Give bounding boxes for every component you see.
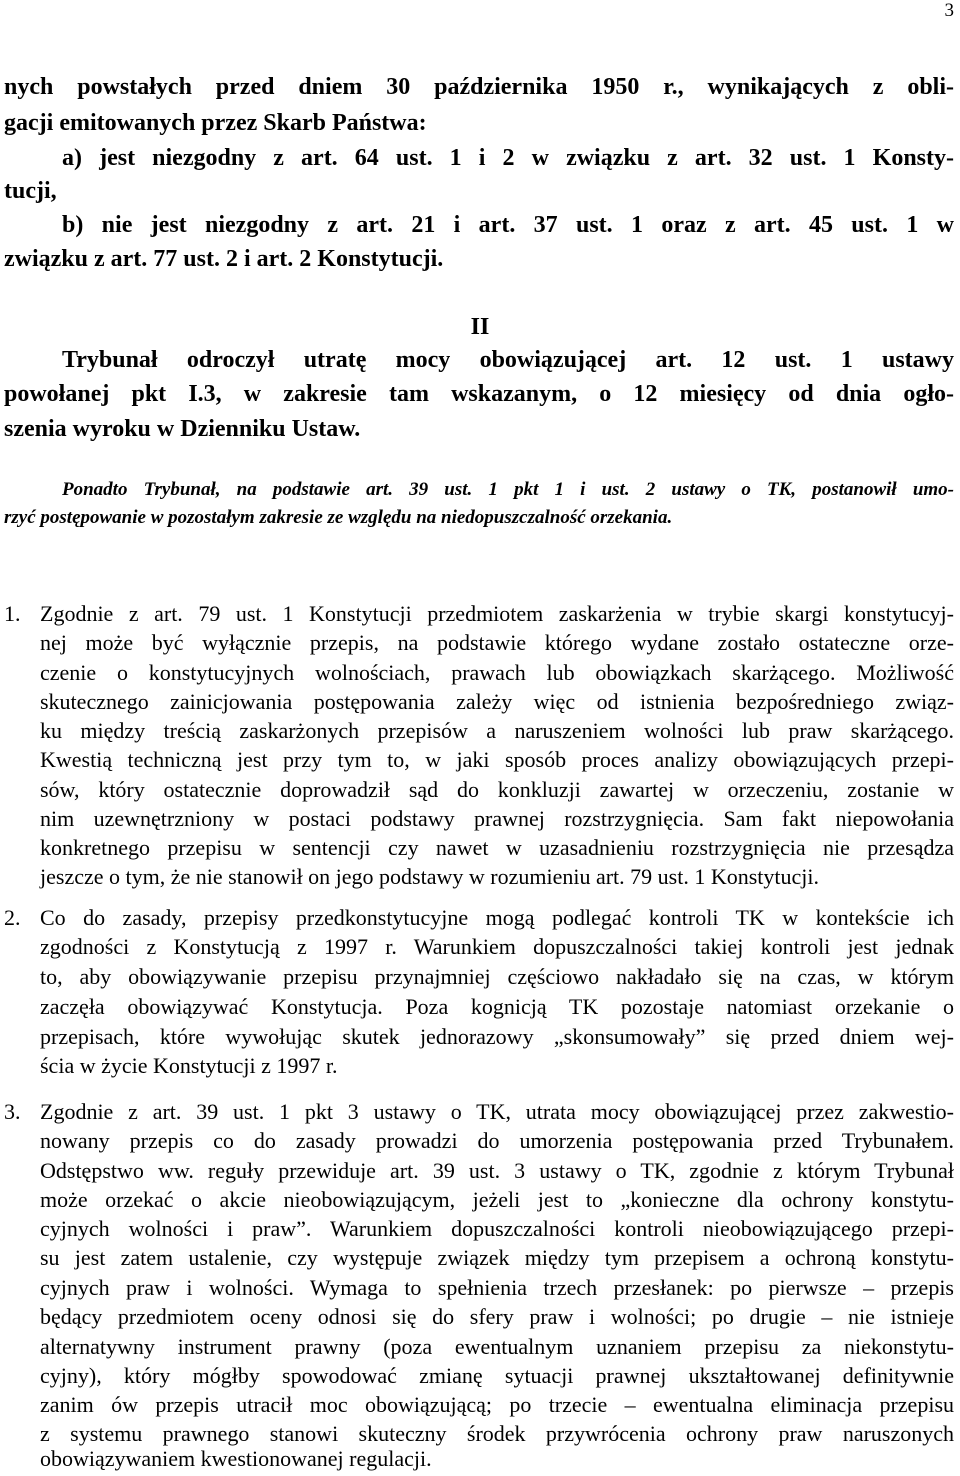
point-2-line-2: zgodności z Konstytucją z 1997 r. Warunkiem dopuszczalności takiej kontroli jest jednak xyxy=(40,934,954,959)
point-3-line-5: cyjnych wolności i praw”. Warunkiem dopuszczalności kontroli nieobowiązującego przepi- xyxy=(40,1216,954,1241)
top-line-2: gacji emitowanych przez Skarb Państwa: xyxy=(4,110,427,136)
point-1-line-7: sów, który ostatecznie doprowadził sąd do konkluzji zawartej w orzeczeniu, zostanie w xyxy=(40,777,954,802)
point-1-line-5: ku między treścią zaskarżonych przepisów a naruszeniem wolności lub praw skarżącego. xyxy=(40,718,954,743)
point-2-line-4: zaczęła obowiązywać Konstytucja. Poza kognicją TK pozostaje natomiast orzekanie o xyxy=(40,994,954,1019)
point-1-line-6: Kwestią techniczną jest przy tym to, w jaki sposób proces analizy obowiązujących przepi- xyxy=(40,747,954,772)
point-1-line-1: Zgodnie z art. 79 ust. 1 Konstytucji przedmiotem zaskarżenia w trybie skargi konstytucyj- xyxy=(40,601,954,626)
point-1-line-2: nej może być wyłącznie przepis, na podstawie którego wydane zostało ostateczne orze- xyxy=(40,630,954,655)
point-3-line-8: będący przedmiotem oceny odnosi się do sfery praw i wolności; po drugie – nie istnieje xyxy=(40,1304,954,1329)
point-2-line-1: Co do zasady, przepisy przedkonstytucyjne mogą podlegać kontroli TK w kontekście ich xyxy=(40,905,954,930)
point-3-number: 3. xyxy=(4,1099,21,1124)
section-ii-line-3: szenia wyroku w Dzienniku Ustaw. xyxy=(4,416,361,442)
point-3-line-6: su jest zatem ustalenie, czy występuje związek między tym przepisem a ochroną konstytu- xyxy=(40,1245,954,1270)
point-3-line-9: alternatywny instrument prawny (poza ewentualnym uznaniem przepisu za niekonstytu- xyxy=(40,1334,954,1359)
top-line-5: b) nie jest niezgodny z art. 21 i art. 37 ust. 1 oraz z art. 45 ust. 1 w xyxy=(62,212,954,238)
section-ii-line-2: powołanej pkt I.3, w zakresie tam wskazanym, o 12 miesięcy od dnia ogło- xyxy=(4,381,954,407)
point-1-line-10: jeszcze o tym, że nie stanowił on jego podstawy w rozumieniu art. 79 ust. 1 Konstytucji. xyxy=(40,864,820,889)
point-3-line-3: Odstępstwo ww. reguły przewiduje art. 39 ust. 3 ustawy o TK, zgodnie z którym Trybunał xyxy=(40,1158,954,1183)
point-2-number: 2. xyxy=(4,905,21,930)
point-3-line-7: cyjnych praw i wolności. Wymaga to spełnienia trzech przesłanek: po pierwsze – przepis xyxy=(40,1275,954,1300)
point-3-line-1: Zgodnie z art. 39 ust. 1 pkt 3 ustawy o TK, utrata mocy obowiązującej przez zakwestio- xyxy=(40,1099,954,1124)
point-3-line-10: cyjny), który mógłby spowodować zmianę sytuacji prawnej ukształtowanej definitywnie xyxy=(40,1363,954,1388)
italic-note-line-1: Ponadto Trybunał, na podstawie art. 39 ust. 1 pkt 1 i ust. 2 ustawy o TK, postanowił umo- xyxy=(62,479,954,500)
page-number: 3 xyxy=(944,0,954,21)
point-3-line-2: nowany przepis co do zasady prowadzi do umorzenia postępowania przed Trybunałem. xyxy=(40,1128,954,1153)
top-line-4: tucji, xyxy=(4,178,57,204)
point-3-line-4: może orzekać o akcie nieobowiązującym, jeżeli jest to „konieczne dla ochrony konstytu- xyxy=(40,1187,954,1212)
point-1-number: 1. xyxy=(4,601,21,626)
section-ii-line-1: Trybunał odroczył utratę mocy obowiązującej art. 12 ust. 1 ustawy xyxy=(62,347,954,373)
top-line-1: nych powstałych przed dniem 30 października 1950 r., wynikających z obli- xyxy=(4,74,954,100)
point-3-line-12: z systemu prawnego stanowi skuteczny środek przywrócenia ochrony praw naruszonych xyxy=(40,1421,954,1446)
point-3-line-13: obowiązywaniem kwestionowanej regulacji. xyxy=(40,1446,432,1471)
top-line-3: a) jest niezgodny z art. 64 ust. 1 i 2 w związku z art. 32 ust. 1 Konsty- xyxy=(62,145,954,171)
point-3-line-11: zanim ów przepis utracił moc obowiązującą; po trzecie – ewentualna eliminacja przepisu xyxy=(40,1392,954,1417)
top-line-6: związku z art. 77 ust. 2 i art. 2 Konstytucji. xyxy=(4,246,444,272)
point-1-line-3: czenie o konstytucyjnych wolnościach, prawach lub obowiązkach skarżącego. Możliwość xyxy=(40,660,954,685)
section-heading: II xyxy=(470,314,490,340)
point-2-line-5: przepisach, które wywołując skutek jednorazowy „skonsumowały” się przed dniem wej- xyxy=(40,1024,954,1049)
point-1-line-4: skutecznego zainicjowania postępowania zależy więc od istnienia bezpośredniego związ- xyxy=(40,689,954,714)
point-1-line-8: nim uzewnętrzniony w postaci podstawy prawnej rozstrzygnięcia. Sam fakt niepowołania xyxy=(40,806,954,831)
point-2-line-3: to, aby obowiązywanie przepisu przynajmniej częściowo nakładało się na czas, w którym xyxy=(40,964,954,989)
point-2-line-6: ścia w życie Konstytucji z 1997 r. xyxy=(40,1053,338,1078)
italic-note-line-2: rzyć postępowanie w pozostałym zakresie ze względu na niedopuszczalność orzekania. xyxy=(4,507,673,528)
point-1-line-9: konkretnego przepisu w sentencji czy nawet w uzasadnieniu rozstrzygnięcia nie przesądza xyxy=(40,835,954,860)
